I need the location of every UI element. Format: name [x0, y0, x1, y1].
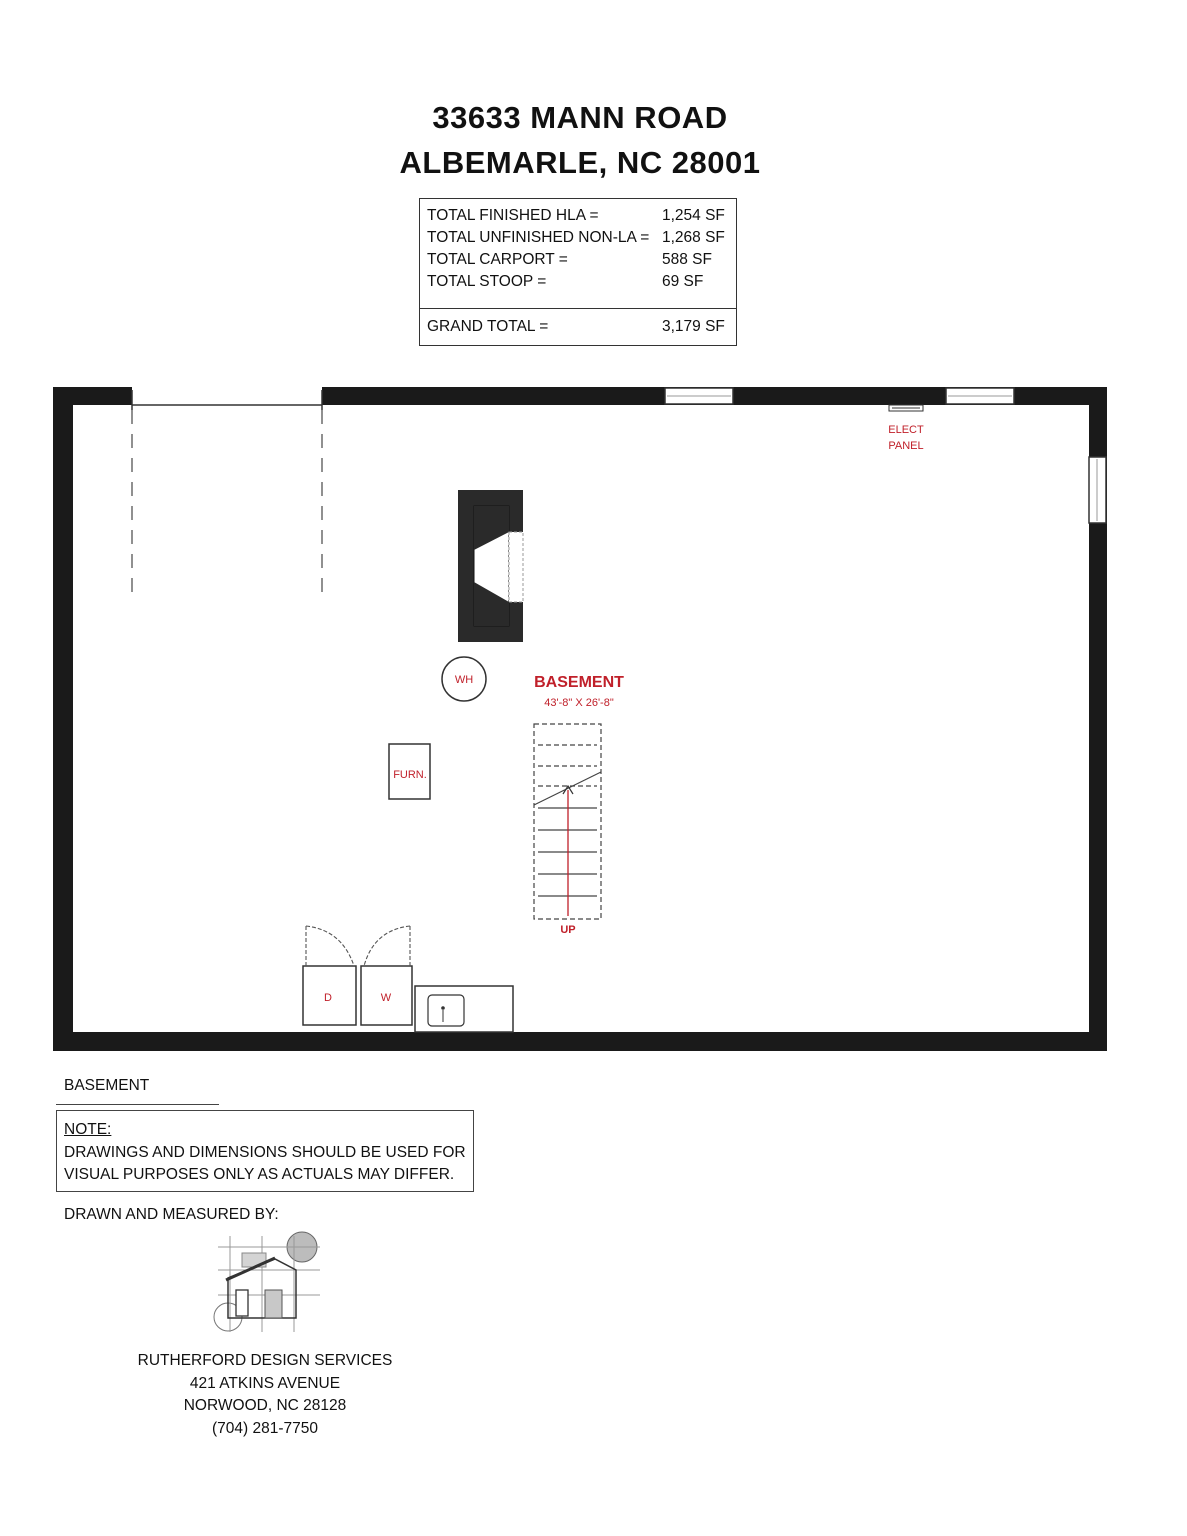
- electrical-panel: [889, 405, 923, 411]
- note-text-line: VISUAL PURPOSES ONLY AS ACTUALS MAY DIFFER.: [64, 1166, 455, 1183]
- elect-panel-label: ELECT: [888, 424, 924, 436]
- area-value: 588 SF: [662, 251, 712, 268]
- wall-opening: [132, 386, 322, 406]
- drawn-by-label: DRAWN AND MEASURED BY:: [64, 1206, 279, 1223]
- note-heading: NOTE:: [64, 1121, 112, 1138]
- company-city: NORWOOD, NC 28128: [183, 1397, 347, 1414]
- room-name: BASEMENT: [534, 674, 624, 691]
- window: [1089, 457, 1106, 523]
- exterior-wall: [53, 387, 1107, 1051]
- company-name: RUTHERFORD DESIGN SERVICES: [137, 1352, 393, 1369]
- caption-underline: [56, 1104, 219, 1105]
- company-info: [120, 1350, 410, 1440]
- area-value: 69 SF: [662, 273, 704, 290]
- appliance-door-swing: [306, 926, 410, 966]
- fireplace: [458, 490, 523, 642]
- grand-total-label: GRAND TOTAL =: [427, 318, 549, 335]
- area-label: TOTAL FINISHED HLA =: [427, 207, 599, 224]
- company-phone: (704) 281-7750: [212, 1419, 318, 1437]
- area-value: 1,268 SF: [662, 229, 725, 246]
- washer-label: W: [380, 992, 392, 1004]
- window: [946, 388, 1014, 404]
- window: [665, 388, 733, 404]
- area-label: TOTAL UNFINISHED NON-LA =: [427, 229, 650, 246]
- stairs-up-label: UP: [560, 924, 576, 936]
- furnace-label: FURN.: [393, 769, 427, 781]
- utility-sink: [415, 986, 513, 1032]
- note-box: [56, 1110, 474, 1192]
- elect-panel-label: PANEL: [888, 440, 924, 452]
- company-street: 421 ATKINS AVENUE: [189, 1374, 341, 1392]
- area-label: TOTAL CARPORT =: [427, 251, 568, 268]
- water-heater-label: WH: [454, 674, 474, 686]
- note-text-line: DRAWINGS AND DIMENSIONS SHOULD BE USED FOR: [64, 1143, 466, 1161]
- dryer-label: D: [324, 992, 332, 1004]
- address-line-2: ALBEMARLE, NC 28001: [399, 145, 761, 180]
- floor-caption: BASEMENT: [64, 1077, 150, 1094]
- grand-total-value: 3,179 SF: [662, 318, 725, 335]
- rutherford-logo: [214, 1232, 320, 1332]
- area-value: 1,254 SF: [662, 207, 725, 224]
- address-line-1: 33633 MANN ROAD: [432, 100, 728, 135]
- room-dimensions: 43'-8" X 26'-8": [544, 697, 614, 709]
- area-label: TOTAL STOOP =: [427, 273, 547, 290]
